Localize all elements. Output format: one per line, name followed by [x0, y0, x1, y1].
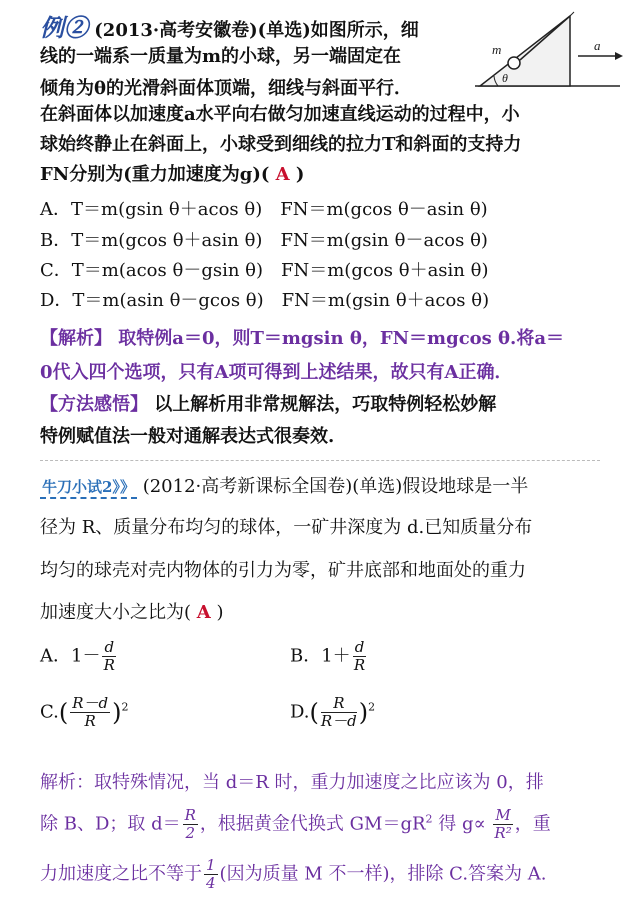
trial-option-a	[40, 640, 118, 673]
solution-line-3	[40, 858, 546, 891]
analysis-text-1: 取特例a＝0，则T＝mgsin θ，FN＝mgcos θ.将a＝	[118, 328, 564, 349]
example-answer: A	[275, 164, 290, 185]
example-text-6: FN分别为(重力加速度为g)(	[40, 164, 270, 185]
solution-frac-r2	[183, 808, 198, 841]
example-line-4: 在斜面体以加速度a水平向右做匀加速直线运动的过程中，小	[40, 104, 520, 125]
method-label: 【方法感悟】	[40, 394, 148, 415]
frac-den: 2	[185, 824, 196, 842]
frac-num: R	[184, 806, 196, 824]
frac-num: R－d	[72, 694, 109, 712]
solution-text-2b: ，根据黄金代换式 GM＝gR	[199, 813, 426, 835]
example-badge: 例②	[40, 13, 88, 42]
frac-num: R	[321, 696, 357, 713]
trial-option-b-prefix: B．1＋	[290, 645, 351, 667]
example-line-3: 倾角为θ的光滑斜面体顶端，细线与斜面平行．	[40, 78, 413, 99]
solution-line-1: 解析：取特殊情况，当 d＝R 时，重力加速度之比应该为 0，排	[40, 772, 544, 793]
section-divider	[40, 460, 600, 461]
trial-line-2: 径为 R、质量分布均匀的球体，一矿井深度为 d.已知质量分布	[40, 517, 533, 538]
frac-num: M	[495, 806, 511, 824]
trial-option-c-frac	[70, 696, 110, 729]
trial-option-a-frac	[102, 640, 116, 673]
solution-text-2d: ，重	[514, 813, 551, 835]
trial-option-a-prefix: A．1－	[40, 645, 101, 667]
example-line-6	[40, 160, 304, 186]
exponent: 2	[368, 700, 376, 714]
solution-line-2	[40, 808, 551, 841]
trial-option-d: D.( $\frac{R}{R-d}$ )$^2$	[290, 694, 376, 730]
method-text-1: 以上解析用非常规解法，巧取特例轻松妙解	[154, 394, 497, 415]
solution-frac-14	[204, 858, 218, 891]
frac-den: R	[103, 656, 115, 674]
analysis-line-1	[40, 324, 564, 350]
frac-num: 1	[206, 856, 216, 874]
figure-label-m: m	[492, 42, 502, 57]
trial-option-b	[290, 640, 368, 673]
frac-den: R²	[494, 824, 512, 842]
frac-num: d	[104, 638, 115, 656]
trial-line-4	[40, 598, 224, 624]
frac-den: 4	[206, 874, 216, 892]
solution-text-2a: 除 B、D；取 d＝	[40, 813, 181, 835]
option-c: C．T＝m(acos θ－gsin θ) FN＝m(gcos θ＋asin θ)	[40, 260, 489, 281]
frac-den: R－d	[320, 712, 357, 730]
example-answer-close: )	[295, 164, 305, 185]
trial-answer-close: )	[216, 602, 224, 623]
trial-line-1	[40, 472, 528, 499]
trial-answer: A	[196, 602, 211, 623]
solution-text-3b: (因为质量 M 不一样)，排除 C.答案为 A.	[219, 863, 547, 885]
exponent: 2	[121, 700, 129, 714]
solution-frac-mr2	[493, 808, 512, 841]
example-text-1: (2013·高考安徽卷)(单选)如图所示，细	[94, 20, 419, 41]
trial-text-1: (2012·高考新课标全国卷)(单选)假设地球是一半	[142, 476, 529, 497]
frac-num: d	[354, 638, 365, 656]
trial-option-c-prefix: C.	[40, 701, 59, 723]
trial-badge: 牛刀小试2》》	[40, 476, 137, 499]
example-line-5: 球始终静止在斜面上，小球受到细线的拉力T和斜面的支持力	[40, 134, 522, 155]
exponent: 2	[425, 812, 433, 826]
method-line-2: 特例赋值法一般对通解表达式很奏效.	[40, 426, 335, 447]
trial-option-d-frac	[321, 696, 357, 729]
example-line-1	[40, 8, 419, 43]
analysis-line-2: 0代入四个选项，只有A项可得到上述结果，故只有A正确．	[40, 362, 513, 383]
solution-text-2c: 得 g∝	[432, 813, 492, 835]
analysis-label: 【解析】	[40, 328, 112, 349]
method-line-1	[40, 390, 496, 416]
option-a: A．T＝m(gsin θ＋acos θ) FN＝m(gcos θ－asin θ)	[40, 199, 488, 220]
trial-option-b-frac	[353, 640, 367, 673]
frac-den: R	[84, 712, 96, 730]
incline-figure	[470, 10, 630, 90]
solution-text-3a: 力加速度之比不等于	[40, 863, 202, 885]
figure-label-theta: θ	[502, 71, 508, 85]
trial-option-d-prefix: D.	[290, 701, 310, 723]
trial-option-c: C.( $\frac{R-d}{R}$ )$^2$	[40, 694, 129, 730]
trial-text-4: 加速度大小之比为(	[40, 602, 192, 623]
frac-den: R	[353, 656, 366, 674]
trial-line-3: 均匀的球壳对壳内物体的引力为零，矿井底部和地面处的重力	[40, 560, 526, 581]
example-line-2: 线的一端系一质量为m的小球，另一端固定在	[40, 46, 402, 67]
option-d: D．T＝m(asin θ－gcos θ) FN＝m(gsin θ＋acos θ)	[40, 290, 490, 311]
figure-label-a: a	[594, 38, 601, 53]
option-b: B．T＝m(gcos θ＋asin θ) FN＝m(gsin θ－acos θ)	[40, 230, 488, 251]
